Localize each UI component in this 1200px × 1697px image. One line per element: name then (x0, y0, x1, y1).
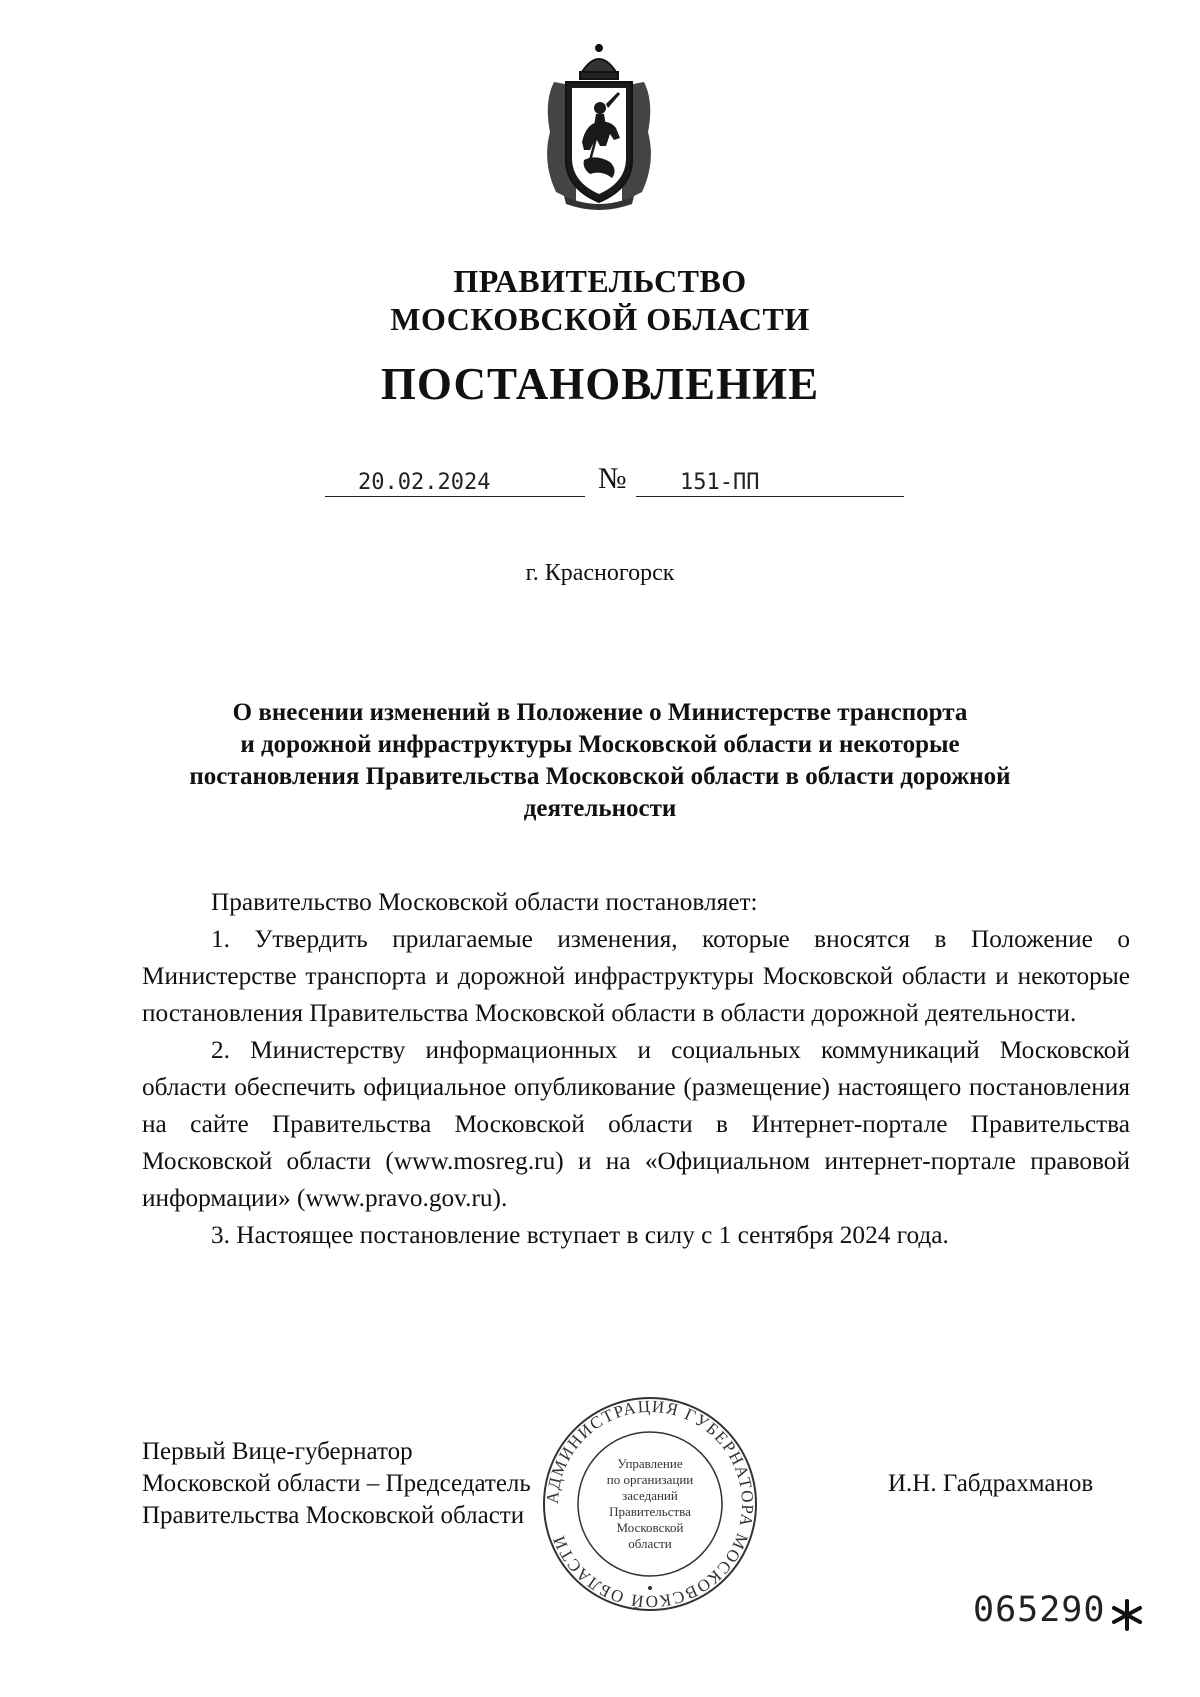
stamp-inner-line: области (628, 1536, 672, 1551)
document-body (142, 884, 1130, 1254)
signatory-position-line: Правительства Московской области (142, 1502, 525, 1529)
stamp-inner-line: по организации (606, 1472, 694, 1487)
asterisk-mark-icon (1110, 1598, 1144, 1632)
document-type: ПОСТАНОВЛЕНИЕ (380, 359, 820, 409)
signatory-name: И.Н. Габдрахманов (888, 1470, 1094, 1497)
stamp-inner-line: заседаний (622, 1488, 678, 1503)
official-stamp (538, 1392, 762, 1616)
number-underline (636, 468, 904, 497)
signatory-position (142, 1436, 531, 1532)
government-name-line2: МОСКОВСКОЙ ОБЛАСТИ (390, 301, 810, 337)
item-3: 3. Настоящее постановление вступает в силу с 1 сентября 2024 года. (211, 1221, 949, 1249)
subject-line: деятельности (523, 795, 677, 822)
document-subject (0, 697, 1200, 825)
subject-line: постановления Правительства Московской области в области дорожной (189, 763, 1011, 790)
city: г. Красногорск (525, 560, 675, 586)
preamble: Правительство Московской области постановляет: (211, 888, 758, 916)
signatory-position-line: Первый Вице-губернатор (142, 1438, 413, 1465)
subject-line: О внесении изменений в Положение о Министерстве транспорта (232, 699, 968, 726)
document-date: 20.02.2024 (358, 470, 491, 495)
government-name-line1: ПРАВИТЕЛЬСТВО (453, 263, 747, 299)
serial-number: 065290 (973, 1590, 1106, 1630)
stamp-outer-text: АДМИНИСТРАЦИЯ ГУБЕРНАТОРА МОСКОВСКОЙ ОБЛАСТИ (542, 1396, 758, 1612)
stamp-inner-line: Московской (616, 1520, 684, 1535)
item-2: 2. Министерству информационных и социальных коммуникаций Московской области обеспечить официальное опубликование (размещение) настоящего постановления на сайте Правительства Московской области в Интернет-портале Правительства Московской области (www.mosreg.ru) и на «Официальном интернет-портале правовой информации» (www.pravo.gov.ru). (142, 1036, 1130, 1212)
stamp-inner-line: Правительства (609, 1504, 691, 1519)
document-number: 151-ПП (680, 470, 760, 495)
signatory-position-line: Московской области – Председатель (142, 1470, 531, 1497)
government-name (0, 262, 1200, 338)
stamp-inner-line: Управление (617, 1456, 683, 1471)
coat-of-arms-icon (536, 42, 662, 210)
item-1: 1. Утвердить прилагаемые изменения, которые вносятся в Положение о Министерстве транспорта и дорожной инфраструктуры Московской области и некоторые постановления Правительства Московской области в области дорожной деятельности. (142, 925, 1130, 1027)
number-sign: № (598, 462, 627, 495)
subject-line: и дорожной инфраструктуры Московской области и некоторые (240, 731, 960, 758)
